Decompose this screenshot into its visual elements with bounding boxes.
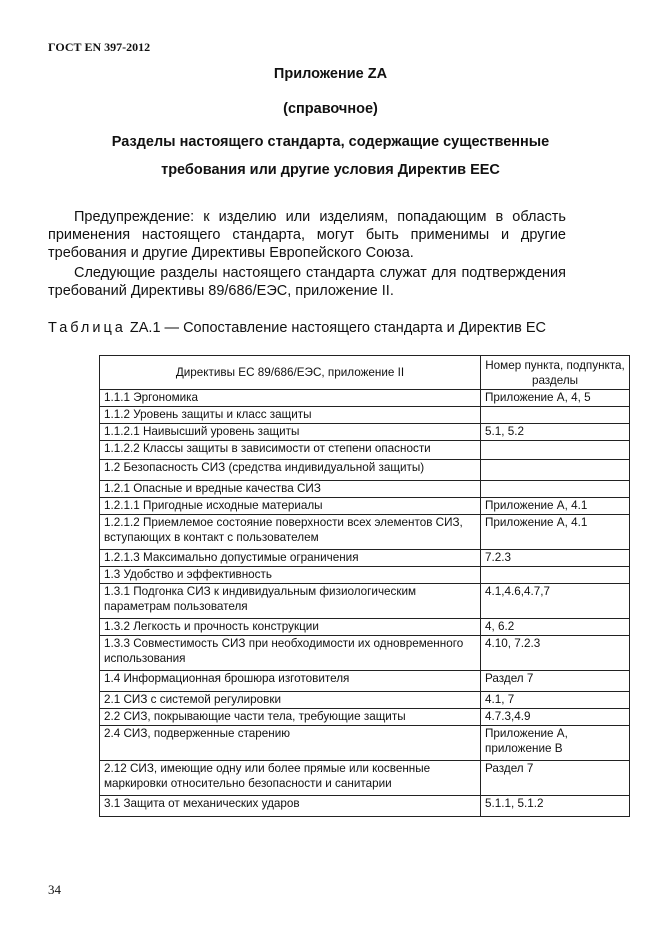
clause-cell: Приложение А, 4.1 (481, 515, 630, 550)
requirement-cell: 1.3 Удобство и эффективность (100, 567, 481, 584)
table-row (100, 460, 630, 481)
requirement-cell: 1.1.2.1 Наивысший уровень защиты (100, 424, 481, 441)
table-row (100, 671, 630, 692)
table-row (100, 498, 630, 515)
table-row (100, 761, 630, 796)
table-caption-text: ZA.1 — Сопоставление настоящего стандарта и Директив ЕС (129, 320, 546, 336)
warning-text: Предупреждение: к изделию или изделиям, попадающим в область применения настоящего стандарта, могут быть применимы и другие требования и другие Директивы Европейского Союза. (48, 209, 566, 261)
comparison-table (99, 355, 630, 817)
directive-paragraph (48, 264, 566, 300)
requirement-cell: 1.4 Информационная брошюра изготовителя (100, 671, 481, 692)
table-row (100, 550, 630, 567)
table-header-row (100, 356, 630, 390)
table-row (100, 619, 630, 636)
requirement-cell: 1.3.2 Легкость и прочность конструкции (100, 619, 481, 636)
clause-cell (481, 460, 630, 481)
annex-heading-line2: требования или другие условия Директив ЕЕС (161, 162, 500, 178)
warning-paragraph (48, 208, 566, 262)
annex-heading-line1: Разделы настоящего стандарта, содержащие существенные (111, 134, 550, 150)
requirement-cell: 1.2 Безопасность СИЗ (средства индивидуальной защиты) (100, 460, 481, 481)
clause-cell (481, 407, 630, 424)
document-header: ГОСТ EN 397-2012 (48, 40, 151, 54)
page-number: 34 (48, 882, 61, 897)
clause-cell: 4.7.3,4.9 (481, 709, 630, 726)
clause-cell: 4.10, 7.2.3 (481, 636, 630, 671)
clause-cell: 4, 6.2 (481, 619, 630, 636)
clause-cell: Приложение А, 4.1 (481, 498, 630, 515)
annex-subtitle: (справочное) (283, 101, 378, 117)
requirement-cell: 1.2.1 Опасные и вредные качества СИЗ (100, 481, 481, 498)
clause-cell: 7.2.3 (481, 550, 630, 567)
clause-cell (481, 567, 630, 584)
table-row (100, 515, 630, 550)
requirement-cell: 2.2 СИЗ, покрывающие части тела, требующие защиты (100, 709, 481, 726)
requirement-cell: 1.2.1.2 Приемлемое состояние поверхности всех элементов СИЗ, вступающих в контакт с пользователем (100, 515, 481, 550)
clause-cell: Раздел 7 (481, 671, 630, 692)
table-caption (48, 320, 578, 337)
clause-cell: Приложение А, приложение В (481, 726, 630, 761)
table-row (100, 709, 630, 726)
table-row (100, 441, 630, 460)
table-row (100, 796, 630, 817)
requirement-cell: 2.12 СИЗ, имеющие одну или более прямые или косвенные маркировки относительно безопасности и санитарии (100, 761, 481, 796)
requirement-cell: 1.2.1.3 Максимально допустимые ограничения (100, 550, 481, 567)
table-row (100, 407, 630, 424)
requirement-cell: 1.1.1 Эргономика (100, 390, 481, 407)
requirement-cell: 1.1.2 Уровень защиты и класс защиты (100, 407, 481, 424)
clause-cell (481, 441, 630, 460)
clause-cell: 5.1.1, 5.1.2 (481, 796, 630, 817)
requirement-cell: 2.4 СИЗ, подверженные старению (100, 726, 481, 761)
table-row (100, 584, 630, 619)
clause-cell: 4.1, 7 (481, 692, 630, 709)
table-row (100, 481, 630, 498)
table-row (100, 567, 630, 584)
clause-cell: 5.1, 5.2 (481, 424, 630, 441)
clause-cell: Раздел 7 (481, 761, 630, 796)
requirement-cell: 1.2.1.1 Пригодные исходные материалы (100, 498, 481, 515)
requirement-cell: 1.1.2.2 Классы защиты в зависимости от степени опасности (100, 441, 481, 460)
clause-cell: Приложение А, 4, 5 (481, 390, 630, 407)
requirement-cell: 1.3.1 Подгонка СИЗ к индивидуальным физиологическим параметрам пользователя (100, 584, 481, 619)
table-caption-prefix: Таблица (48, 320, 126, 336)
table-row (100, 726, 630, 761)
header-directives: Директивы ЕС 89/686/ЕЭС, приложение II (100, 356, 481, 390)
directive-text: Следующие разделы настоящего стандарта служат для подтверждения требований Директивы 89/686/ЕЭС, приложение II. (48, 265, 566, 299)
requirement-cell: 2.1 СИЗ с системой регулировки (100, 692, 481, 709)
requirement-cell: 3.1 Защита от механических ударов (100, 796, 481, 817)
table-row (100, 390, 630, 407)
header-clauses: Номер пункта, подпункта, разделы (481, 356, 630, 390)
table-row (100, 424, 630, 441)
clause-cell: 4.1,4.6,4.7,7 (481, 584, 630, 619)
clause-cell (481, 481, 630, 498)
table-row (100, 692, 630, 709)
table-row (100, 636, 630, 671)
requirement-cell: 1.3.3 Совместимость СИЗ при необходимости их одновременного использования (100, 636, 481, 671)
annex-title: Приложение ZA (273, 66, 388, 82)
